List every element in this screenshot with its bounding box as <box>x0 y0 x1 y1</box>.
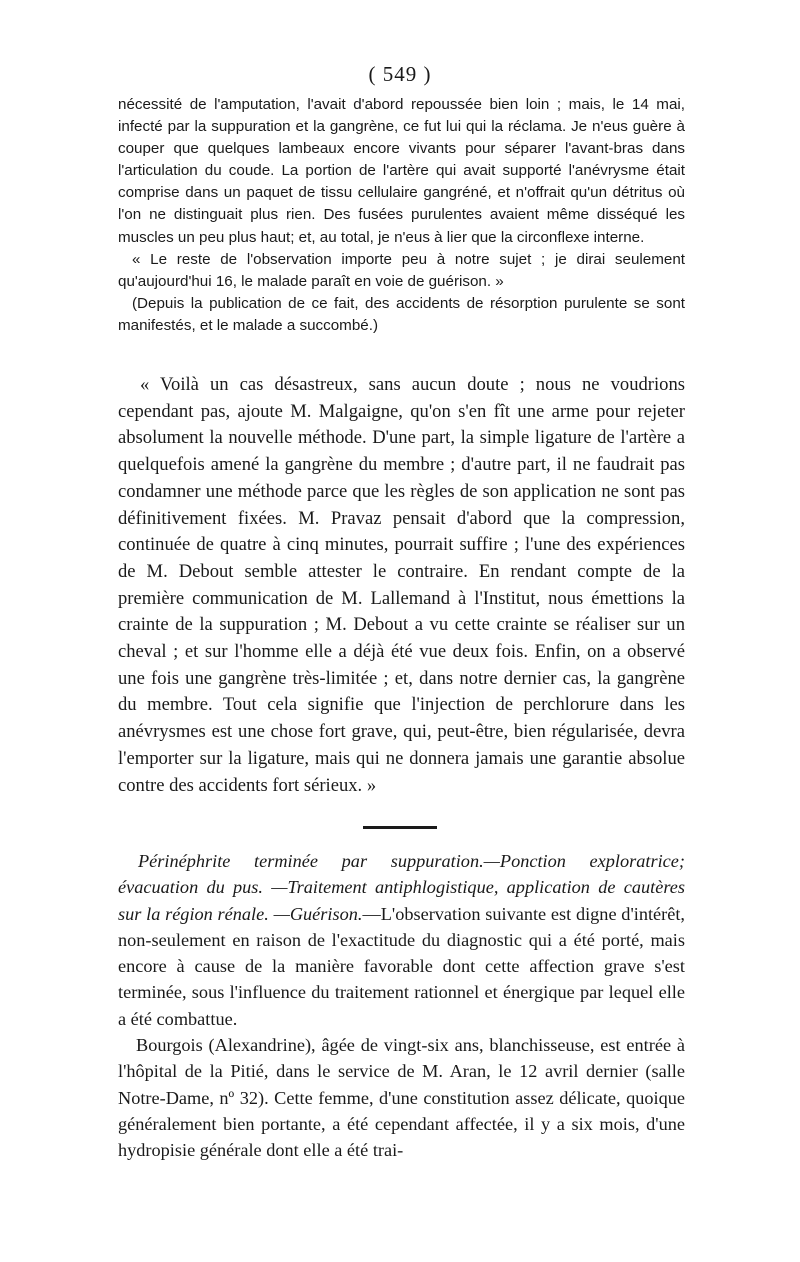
observation-block <box>118 94 685 337</box>
section-divider <box>363 826 437 829</box>
case-paragraph: Bourgois (Alexandrine), âgée de vingt-six ans, blanchisseuse, est entrée à l'hôpital de la Pitié, dans le service de M. Aran, le 12 avril dernier (salle Notre-Dame, nº 32). Cette femme, d'une constitution assez délicate, quoique généralement bien portante, a été cependant affectée, il y a six mois, d'une hydropisie générale dont elle a été trai- <box>118 1035 685 1161</box>
page-number: ( 549 ) <box>368 62 432 86</box>
case-heading-paragraph <box>118 848 685 1032</box>
observation-note: (Depuis la publication de ce fait, des accidents de résorption purulente se sont manifestés, et le malade a succombé.) <box>118 294 685 334</box>
observation-paragraph: « Le reste de l'observation importe peu à notre sujet ; je dirai seulement qu'aujourd'hui 16, le malade paraît en voie de guérison. » <box>118 250 685 290</box>
observation-paragraph: nécessité de l'amputation, l'avait d'abord repoussée bien loin ; mais, le 14 mai, infecté par la suppuration et la gangrène, ce fut lui qui la réclama. Je n'eus guère à couper que quelques lambeaux encore vivants pour séparer l'avant-bras dans l'articulation du coude. La portion de l'artère qui avait supporté l'anévrysme était comprise dans un paquet de tissu cellulaire gangréné, et n'offrait qu'un détritus où l'on ne distinguait plus rien. Des fusées purulentes avaient même disséqué les muscles un peu plus haut; et, au total, je n'eus à lier que la circonflexe interne. <box>118 96 685 246</box>
case-title: Périnéphrite terminée par suppuration.—Ponction exploratrice; évacuation du pus. —Traitement antiphlogistique, application de cautères sur la région rénale. —Guérison. <box>118 851 685 924</box>
case-report-block <box>118 848 685 1164</box>
commentary-block <box>118 372 685 799</box>
commentary-paragraph: « Voilà un cas désastreux, sans aucun doute ; nous ne voudrions cependant pas, ajoute M. Malgaigne, qu'on s'en fît une arme pour rejeter absolument la nouvelle méthode. D'une part, la simple ligature de l'artère a quelquefois amené la gangrène du membre ; d'autre part, il ne faudrait pas condamner une méthode parce que les règles de son application ne sont pas définitivement fixées. M. Pravaz pensait d'abord que la compression, continuée de quatre à cinq minutes, pourrait suffire ; l'une des expériences de M. Debout semble attester le contraire. En rendant compte de la première communication de M. Lallemand à l'Institut, nous émettions la crainte de la suppuration ; M. Debout a vu cette crainte se réaliser sur un cheval ; et sur l'homme elle a déjà été vue deux fois. Enfin, on a observé une fois une gangrène très-limitée ; et, dans notre dernier cas, la gangrène du membre. Tout cela signifie que l'injection de perchlorure dans les anévrysmes est une chose fort grave, qui, peut-être, bien régularisée, devra l'emporter sur la ligature, mais qui ne donnera jamais une garantie absolue contre des accidents fort sérieux. » <box>118 374 685 796</box>
case-intro: —L'observation suivante est digne d'intérêt, non-seulement en raison de l'exactitude du diagnostic qui a été porté, mais encore à cause de la manière favorable dont cette affection grave s'est terminée, sous l'influence du traitement rationnel et énergique par lequel elle a été combattue. <box>118 903 686 1029</box>
